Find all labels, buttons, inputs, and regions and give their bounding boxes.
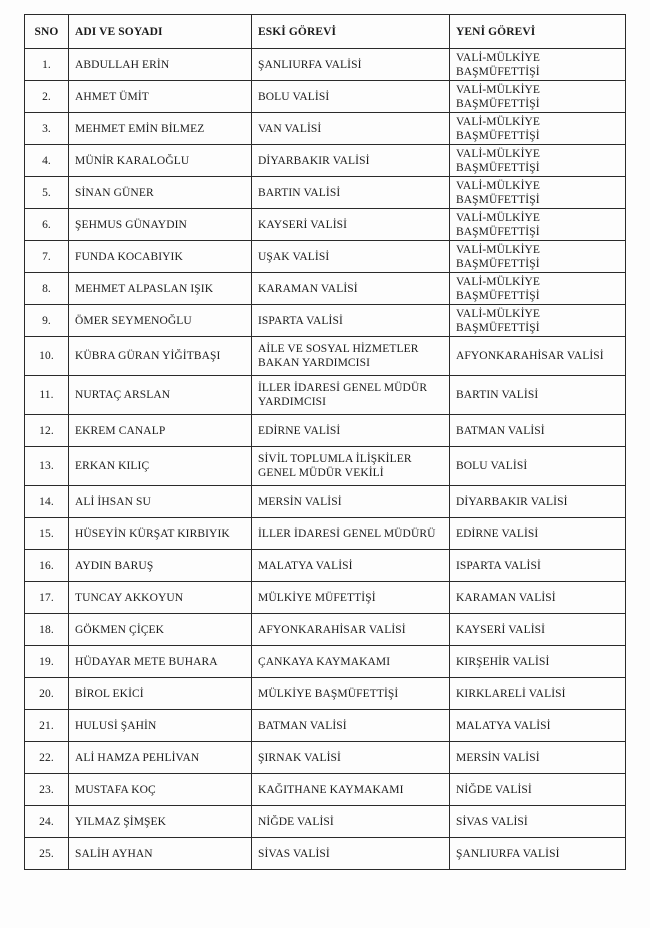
table-body: [25, 49, 626, 870]
cell-sno: 23.: [25, 774, 69, 806]
cell-sno: 3.: [25, 113, 69, 145]
table-row: [25, 376, 626, 415]
table-row: [25, 614, 626, 646]
table-row: [25, 710, 626, 742]
cell-sno: 6.: [25, 209, 69, 241]
cell-new-position: VALİ-MÜLKİYE BAŞMÜFETTİŞİ: [450, 81, 626, 113]
cell-sno: 18.: [25, 614, 69, 646]
cell-name: NURTAÇ ARSLAN: [69, 376, 252, 415]
table-row: [25, 486, 626, 518]
cell-sno: 1.: [25, 49, 69, 81]
cell-new-position: VALİ-MÜLKİYE BAŞMÜFETTİŞİ: [450, 145, 626, 177]
cell-name: GÖKMEN ÇİÇEK: [69, 614, 252, 646]
cell-old-position: MÜLKİYE BAŞMÜFETTİŞİ: [252, 678, 450, 710]
cell-sno: 5.: [25, 177, 69, 209]
cell-sno: 8.: [25, 273, 69, 305]
cell-name: MEHMET EMİN BİLMEZ: [69, 113, 252, 145]
table-row: [25, 305, 626, 337]
table-row: [25, 447, 626, 486]
cell-old-position: DİYARBAKIR VALİSİ: [252, 145, 450, 177]
cell-new-position: VALİ-MÜLKİYE BAŞMÜFETTİŞİ: [450, 305, 626, 337]
cell-old-position: AFYONKARAHİSAR VALİSİ: [252, 614, 450, 646]
cell-sno: 14.: [25, 486, 69, 518]
cell-old-position: AİLE VE SOSYAL HİZMETLER BAKAN YARDIMCISI: [252, 337, 450, 376]
cell-name: MÜNİR KARALOĞLU: [69, 145, 252, 177]
table-row: [25, 81, 626, 113]
cell-name: ÖMER SEYMENOĞLU: [69, 305, 252, 337]
cell-sno: 22.: [25, 742, 69, 774]
cell-new-position: ŞANLIURFA VALİSİ: [450, 838, 626, 870]
cell-name: BİROL EKİCİ: [69, 678, 252, 710]
cell-new-position: VALİ-MÜLKİYE BAŞMÜFETTİŞİ: [450, 241, 626, 273]
table-row: [25, 145, 626, 177]
cell-sno: 25.: [25, 838, 69, 870]
table-row: [25, 177, 626, 209]
table-row: [25, 806, 626, 838]
cell-name: AYDIN BARUŞ: [69, 550, 252, 582]
cell-new-position: MERSİN VALİSİ: [450, 742, 626, 774]
header-new-position: YENİ GÖREVİ: [450, 15, 626, 49]
cell-old-position: MÜLKİYE MÜFETTİŞİ: [252, 582, 450, 614]
cell-new-position: KAYSERİ VALİSİ: [450, 614, 626, 646]
cell-new-position: SİVAS VALİSİ: [450, 806, 626, 838]
table-row: [25, 646, 626, 678]
cell-sno: 16.: [25, 550, 69, 582]
cell-name: SİNAN GÜNER: [69, 177, 252, 209]
cell-new-position: AFYONKARAHİSAR VALİSİ: [450, 337, 626, 376]
table-row: [25, 415, 626, 447]
cell-new-position: BATMAN VALİSİ: [450, 415, 626, 447]
cell-new-position: VALİ-MÜLKİYE BAŞMÜFETTİŞİ: [450, 49, 626, 81]
cell-name: ABDULLAH ERİN: [69, 49, 252, 81]
table-row: [25, 550, 626, 582]
cell-sno: 21.: [25, 710, 69, 742]
cell-name: HÜSEYİN KÜRŞAT KIRBIYIK: [69, 518, 252, 550]
cell-name: HULUSİ ŞAHİN: [69, 710, 252, 742]
cell-old-position: İLLER İDARESİ GENEL MÜDÜRÜ: [252, 518, 450, 550]
cell-old-position: ÇANKAYA KAYMAKAMI: [252, 646, 450, 678]
cell-name: ALİ İHSAN SU: [69, 486, 252, 518]
cell-old-position: KAYSERİ VALİSİ: [252, 209, 450, 241]
cell-old-position: MERSİN VALİSİ: [252, 486, 450, 518]
table-row: [25, 241, 626, 273]
cell-sno: 20.: [25, 678, 69, 710]
cell-new-position: VALİ-MÜLKİYE BAŞMÜFETTİŞİ: [450, 177, 626, 209]
cell-name: ŞEHMUS GÜNAYDIN: [69, 209, 252, 241]
cell-old-position: KARAMAN VALİSİ: [252, 273, 450, 305]
cell-name: MUSTAFA KOÇ: [69, 774, 252, 806]
cell-old-position: BARTIN VALİSİ: [252, 177, 450, 209]
cell-name: TUNCAY AKKOYUN: [69, 582, 252, 614]
cell-old-position: ISPARTA VALİSİ: [252, 305, 450, 337]
cell-old-position: BATMAN VALİSİ: [252, 710, 450, 742]
header-sno: SNO: [25, 15, 69, 49]
table-header-row: [25, 15, 626, 49]
cell-new-position: KIRKLARELİ VALİSİ: [450, 678, 626, 710]
cell-name: ERKAN KILIÇ: [69, 447, 252, 486]
cell-name: SALİH AYHAN: [69, 838, 252, 870]
cell-old-position: UŞAK VALİSİ: [252, 241, 450, 273]
cell-new-position: VALİ-MÜLKİYE BAŞMÜFETTİŞİ: [450, 273, 626, 305]
cell-new-position: MALATYA VALİSİ: [450, 710, 626, 742]
cell-name: EKREM CANALP: [69, 415, 252, 447]
cell-new-position: VALİ-MÜLKİYE BAŞMÜFETTİŞİ: [450, 209, 626, 241]
cell-old-position: MALATYA VALİSİ: [252, 550, 450, 582]
header-old-position: ESKİ GÖREVİ: [252, 15, 450, 49]
appointments-table: [24, 14, 626, 870]
cell-old-position: SİVAS VALİSİ: [252, 838, 450, 870]
table-row: [25, 113, 626, 145]
cell-old-position: SİVİL TOPLUMLA İLİŞKİLER GENEL MÜDÜR VEKİLİ: [252, 447, 450, 486]
cell-old-position: İLLER İDARESİ GENEL MÜDÜR YARDIMCISI: [252, 376, 450, 415]
cell-old-position: ŞANLIURFA VALİSİ: [252, 49, 450, 81]
cell-name: HÜDAYAR METE BUHARA: [69, 646, 252, 678]
cell-new-position: ISPARTA VALİSİ: [450, 550, 626, 582]
table-row: [25, 678, 626, 710]
cell-sno: 17.: [25, 582, 69, 614]
cell-new-position: BARTIN VALİSİ: [450, 376, 626, 415]
cell-name: AHMET ÜMİT: [69, 81, 252, 113]
table-row: [25, 742, 626, 774]
cell-sno: 15.: [25, 518, 69, 550]
table-row: [25, 273, 626, 305]
cell-sno: 24.: [25, 806, 69, 838]
header-name: ADI VE SOYADI: [69, 15, 252, 49]
cell-sno: 4.: [25, 145, 69, 177]
cell-old-position: VAN VALİSİ: [252, 113, 450, 145]
table-row: [25, 774, 626, 806]
cell-new-position: DİYARBAKIR VALİSİ: [450, 486, 626, 518]
table-row: [25, 838, 626, 870]
cell-old-position: ŞIRNAK VALİSİ: [252, 742, 450, 774]
cell-sno: 13.: [25, 447, 69, 486]
cell-sno: 7.: [25, 241, 69, 273]
cell-new-position: BOLU VALİSİ: [450, 447, 626, 486]
cell-sno: 2.: [25, 81, 69, 113]
cell-old-position: EDİRNE VALİSİ: [252, 415, 450, 447]
table-row: [25, 337, 626, 376]
cell-new-position: KIRŞEHİR VALİSİ: [450, 646, 626, 678]
cell-new-position: NİĞDE VALİSİ: [450, 774, 626, 806]
cell-name: YILMAZ ŞİMŞEK: [69, 806, 252, 838]
table-row: [25, 582, 626, 614]
cell-sno: 12.: [25, 415, 69, 447]
cell-name: KÜBRA GÜRAN YİĞİTBAŞI: [69, 337, 252, 376]
cell-old-position: NİĞDE VALİSİ: [252, 806, 450, 838]
cell-new-position: EDİRNE VALİSİ: [450, 518, 626, 550]
cell-new-position: VALİ-MÜLKİYE BAŞMÜFETTİŞİ: [450, 113, 626, 145]
cell-sno: 10.: [25, 337, 69, 376]
cell-sno: 11.: [25, 376, 69, 415]
cell-old-position: KAĞITHANE KAYMAKAMI: [252, 774, 450, 806]
cell-name: MEHMET ALPASLAN IŞIK: [69, 273, 252, 305]
cell-new-position: KARAMAN VALİSİ: [450, 582, 626, 614]
cell-name: ALİ HAMZA PEHLİVAN: [69, 742, 252, 774]
table-row: [25, 209, 626, 241]
cell-sno: 9.: [25, 305, 69, 337]
cell-old-position: BOLU VALİSİ: [252, 81, 450, 113]
table-row: [25, 49, 626, 81]
table-row: [25, 518, 626, 550]
cell-name: FUNDA KOCABIYIK: [69, 241, 252, 273]
cell-sno: 19.: [25, 646, 69, 678]
